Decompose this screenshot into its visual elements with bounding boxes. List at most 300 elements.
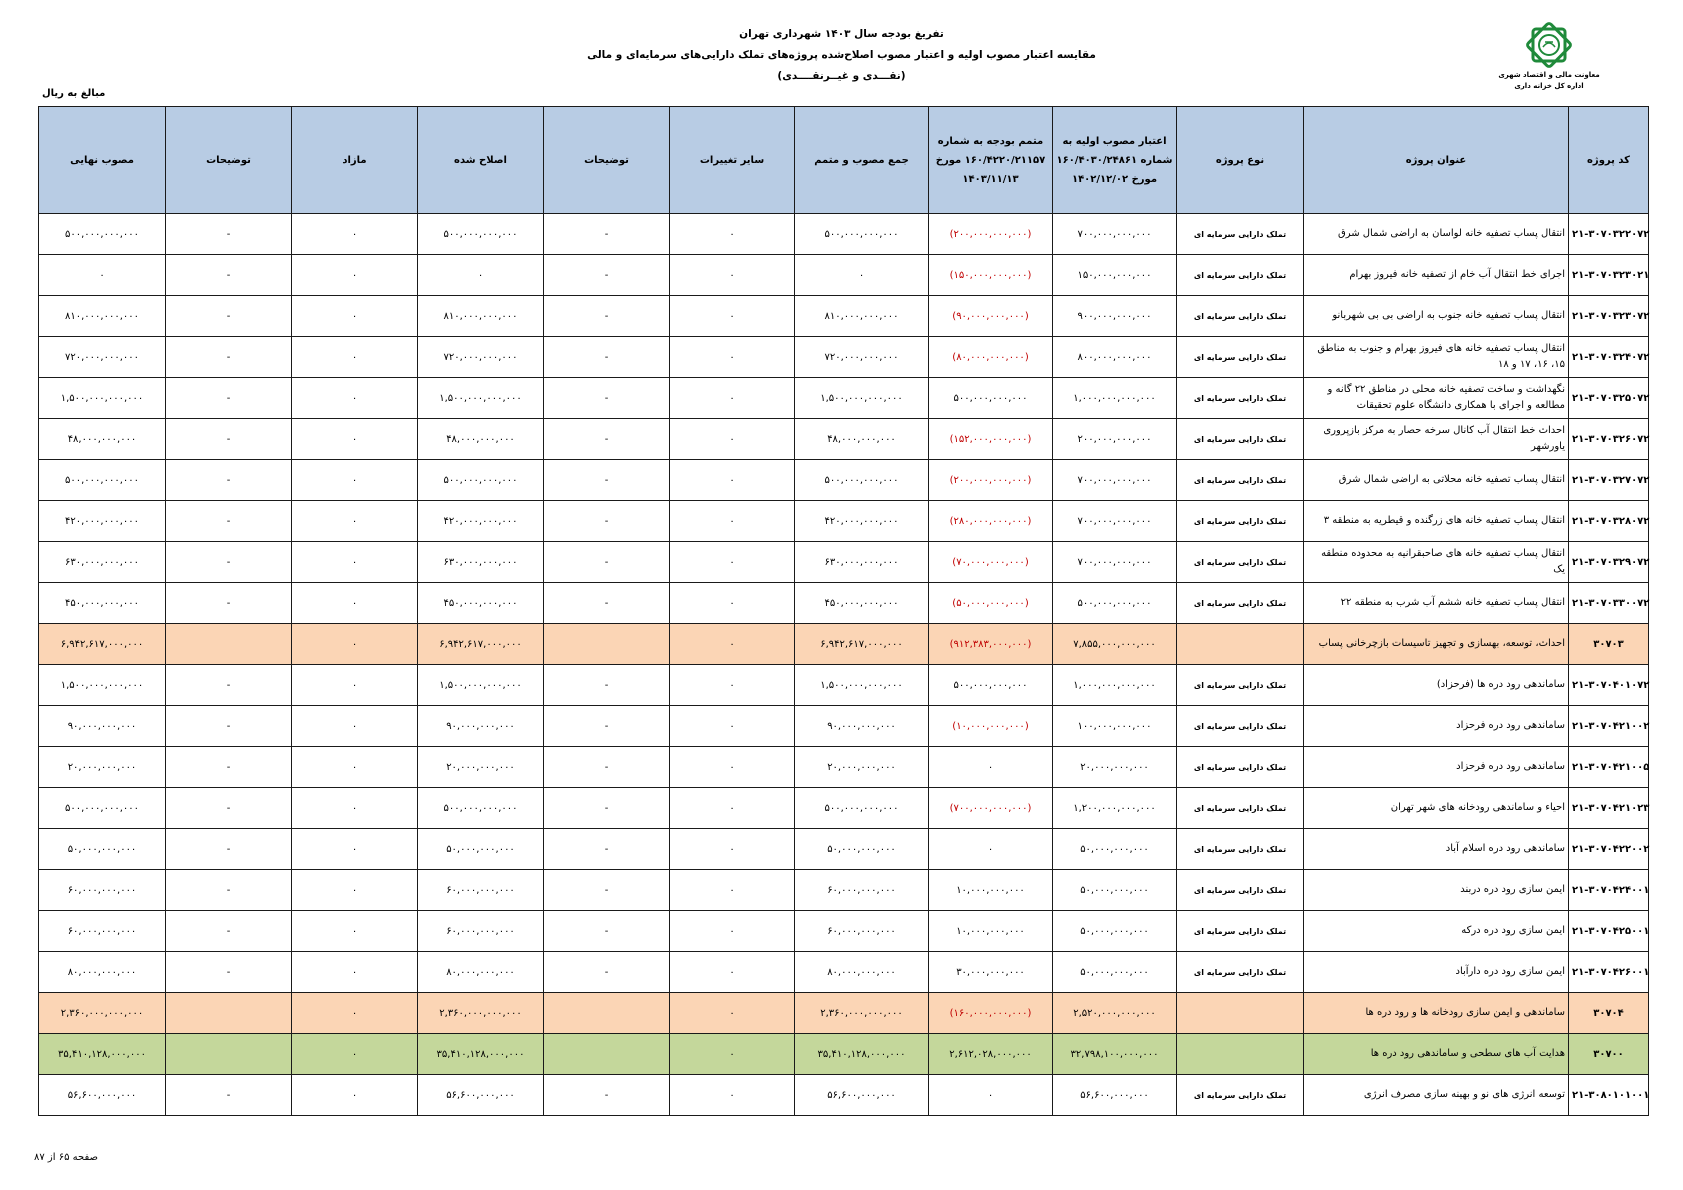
project-type-cell: تملک دارایی سرمایه ای	[1177, 706, 1304, 747]
report-subtitle: مقایسه اعتبار مصوب اولیه و اعتبار مصوب اصلاح‌شده پروژه‌های تملک دارایی‌های سرمایه‌ای و مالی	[587, 49, 1096, 61]
description-1-cell: -	[544, 460, 670, 501]
col-header-project-code: کد پروژه	[1569, 107, 1649, 214]
project-type-cell: تملک دارایی سرمایه ای	[1177, 747, 1304, 788]
initial-approved-cell: ۷۰۰,۰۰۰,۰۰۰,۰۰۰	[1053, 214, 1177, 255]
initial-approved-cell: ۱۵۰,۰۰۰,۰۰۰,۰۰۰	[1053, 255, 1177, 296]
final-approved-cell: ۲۰,۰۰۰,۰۰۰,۰۰۰	[39, 747, 166, 788]
supplement-cell: (۱۵۲,۰۰۰,۰۰۰,۰۰۰)	[929, 419, 1053, 460]
final-approved-cell: ۵۰۰,۰۰۰,۰۰۰,۰۰۰	[39, 214, 166, 255]
project-type-cell: تملک دارایی سرمایه ای	[1177, 542, 1304, 583]
table-row	[39, 255, 1649, 296]
project-type-cell: تملک دارایی سرمایه ای	[1177, 583, 1304, 624]
other-changes-cell: ۰	[670, 296, 795, 337]
project-code-cell: ۲۱-۳۰۷۰۴۰۱۰۷۲	[1569, 665, 1649, 706]
approved-plus-supplement-cell: ۴۸,۰۰۰,۰۰۰,۰۰۰	[795, 419, 929, 460]
description-1-cell: -	[544, 501, 670, 542]
final-approved-cell: ۶,۹۴۲,۶۱۷,۰۰۰,۰۰۰	[39, 624, 166, 665]
revised-cell: ۲۰,۰۰۰,۰۰۰,۰۰۰	[418, 747, 544, 788]
initial-approved-cell: ۵۰,۰۰۰,۰۰۰,۰۰۰	[1053, 952, 1177, 993]
revised-cell: ۹۰,۰۰۰,۰۰۰,۰۰۰	[418, 706, 544, 747]
initial-approved-cell: ۱,۰۰۰,۰۰۰,۰۰۰,۰۰۰	[1053, 378, 1177, 419]
description-2-cell: -	[166, 665, 292, 706]
project-type-cell: تملک دارایی سرمایه ای	[1177, 419, 1304, 460]
project-code-cell: ۳۰۷۰۳	[1569, 624, 1649, 665]
report-title: تفریغ بودجه سال ۱۴۰۳ شهرداری تهران	[739, 28, 944, 40]
other-changes-cell: ۰	[670, 460, 795, 501]
project-type-cell: تملک دارایی سرمایه ای	[1177, 665, 1304, 706]
revised-cell: ۳۵,۴۱۰,۱۲۸,۰۰۰,۰۰۰	[418, 1034, 544, 1075]
revised-cell: ۱,۵۰۰,۰۰۰,۰۰۰,۰۰۰	[418, 378, 544, 419]
col-header-approved-plus-supplement: جمع مصوب و متمم	[795, 107, 929, 214]
initial-approved-cell: ۵۰,۰۰۰,۰۰۰,۰۰۰	[1053, 870, 1177, 911]
project-type-cell: تملک دارایی سرمایه ای	[1177, 460, 1304, 501]
revised-cell: ۵۰,۰۰۰,۰۰۰,۰۰۰	[418, 829, 544, 870]
supplement-cell: ۱۰,۰۰۰,۰۰۰,۰۰۰	[929, 911, 1053, 952]
project-code-cell: ۲۱-۳۰۷۰۳۲۵۰۷۲	[1569, 378, 1649, 419]
description-2-cell	[166, 1034, 292, 1075]
surplus-cell: ۰	[292, 255, 418, 296]
supplement-cell: (۹۱۲,۳۸۳,۰۰۰,۰۰۰)	[929, 624, 1053, 665]
description-2-cell: -	[166, 911, 292, 952]
col-header-supplement: متمم بودجه به شماره ۱۶۰/۴۲۲۰/۲۱۱۵۷ مورخ ۱۴۰۳/۱۱/۱۳	[929, 107, 1053, 214]
surplus-cell: ۰	[292, 1075, 418, 1116]
project-code-cell: ۲۱-۳۰۷۰۳۲۴۰۷۲	[1569, 337, 1649, 378]
project-title-cell: انتقال پساب تصفیه خانه های فیروز بهرام و جنوب به مناطق ۱۵، ۱۶، ۱۷ و ۱۸	[1304, 337, 1569, 378]
approved-plus-supplement-cell: ۶,۹۴۲,۶۱۷,۰۰۰,۰۰۰	[795, 624, 929, 665]
surplus-cell: ۰	[292, 378, 418, 419]
table-row	[39, 788, 1649, 829]
approved-plus-supplement-cell: ۸۰,۰۰۰,۰۰۰,۰۰۰	[795, 952, 929, 993]
project-title-cell: احداث خط انتقال آب کانال سرخه حصار به مرکز بازپروری یاورشهر	[1304, 419, 1569, 460]
supplement-cell: (۲۰۰,۰۰۰,۰۰۰,۰۰۰)	[929, 460, 1053, 501]
other-changes-cell: ۰	[670, 747, 795, 788]
initial-approved-cell: ۲,۵۲۰,۰۰۰,۰۰۰,۰۰۰	[1053, 993, 1177, 1034]
revised-cell: ۵۶,۶۰۰,۰۰۰,۰۰۰	[418, 1075, 544, 1116]
final-approved-cell: ۷۲۰,۰۰۰,۰۰۰,۰۰۰	[39, 337, 166, 378]
description-2-cell	[166, 993, 292, 1034]
approved-plus-supplement-cell: ۹۰,۰۰۰,۰۰۰,۰۰۰	[795, 706, 929, 747]
supplement-cell: (۲۰۰,۰۰۰,۰۰۰,۰۰۰)	[929, 214, 1053, 255]
surplus-cell: ۰	[292, 1034, 418, 1075]
project-code-cell: ۲۱-۳۰۷۰۳۲۳۰۷۲	[1569, 296, 1649, 337]
initial-approved-cell: ۱,۲۰۰,۰۰۰,۰۰۰,۰۰۰	[1053, 788, 1177, 829]
final-approved-cell: ۴۲۰,۰۰۰,۰۰۰,۰۰۰	[39, 501, 166, 542]
final-approved-cell: ۶۰,۰۰۰,۰۰۰,۰۰۰	[39, 870, 166, 911]
description-1-cell: -	[544, 255, 670, 296]
surplus-cell: ۰	[292, 706, 418, 747]
project-code-cell: ۲۱-۳۰۷۰۴۲۲۰۰۲	[1569, 829, 1649, 870]
revised-cell: ۶۰,۰۰۰,۰۰۰,۰۰۰	[418, 870, 544, 911]
project-title-cell: احیاء و ساماندهی رودخانه های شهر تهران	[1304, 788, 1569, 829]
supplement-cell: ۵۰۰,۰۰۰,۰۰۰,۰۰۰	[929, 378, 1053, 419]
table-row	[39, 419, 1649, 460]
approved-plus-supplement-cell: ۱,۵۰۰,۰۰۰,۰۰۰,۰۰۰	[795, 665, 929, 706]
approved-plus-supplement-cell: ۶۰,۰۰۰,۰۰۰,۰۰۰	[795, 870, 929, 911]
initial-approved-cell: ۵۰۰,۰۰۰,۰۰۰,۰۰۰	[1053, 583, 1177, 624]
final-approved-cell: ۵۰۰,۰۰۰,۰۰۰,۰۰۰	[39, 460, 166, 501]
surplus-cell: ۰	[292, 419, 418, 460]
project-type-cell: تملک دارایی سرمایه ای	[1177, 378, 1304, 419]
project-code-cell: ۲۱-۳۰۷۰۳۲۹۰۷۲	[1569, 542, 1649, 583]
project-code-cell: ۲۱-۳۰۷۰۳۲۸۰۷۲	[1569, 501, 1649, 542]
col-header-other-changes: سایر تغییرات	[670, 107, 795, 214]
other-changes-cell: ۰	[670, 214, 795, 255]
project-title-cell: انتقال پساب تصفیه خانه محلاتی به اراضی شمال شرق	[1304, 460, 1569, 501]
surplus-cell: ۰	[292, 993, 418, 1034]
logo-caption-department: معاونت مالی و اقتصاد شهری	[1498, 71, 1600, 79]
col-header-description-2: توضیحات	[166, 107, 292, 214]
surplus-cell: ۰	[292, 952, 418, 993]
project-type-cell	[1177, 624, 1304, 665]
supplement-cell: (۱۶۰,۰۰۰,۰۰۰,۰۰۰)	[929, 993, 1053, 1034]
other-changes-cell: ۰	[670, 624, 795, 665]
revised-cell: ۵۰۰,۰۰۰,۰۰۰,۰۰۰	[418, 460, 544, 501]
approved-plus-supplement-cell: ۶۰,۰۰۰,۰۰۰,۰۰۰	[795, 911, 929, 952]
approved-plus-supplement-cell: ۵۰۰,۰۰۰,۰۰۰,۰۰۰	[795, 460, 929, 501]
final-approved-cell: ۲,۳۶۰,۰۰۰,۰۰۰,۰۰۰	[39, 993, 166, 1034]
supplement-cell: ۳۰,۰۰۰,۰۰۰,۰۰۰	[929, 952, 1053, 993]
description-2-cell: -	[166, 747, 292, 788]
surplus-cell: ۰	[292, 214, 418, 255]
other-changes-cell: ۰	[670, 993, 795, 1034]
description-2-cell: -	[166, 706, 292, 747]
municipality-logo	[1489, 20, 1609, 92]
project-code-cell: ۲۱-۳۰۷۰۴۲۶۰۰۱	[1569, 952, 1649, 993]
supplement-cell: ۰	[929, 1075, 1053, 1116]
description-2-cell: -	[166, 378, 292, 419]
revised-cell: ۶۳۰,۰۰۰,۰۰۰,۰۰۰	[418, 542, 544, 583]
revised-cell: ۱,۵۰۰,۰۰۰,۰۰۰,۰۰۰	[418, 665, 544, 706]
description-1-cell: -	[544, 829, 670, 870]
other-changes-cell: ۰	[670, 665, 795, 706]
revised-cell: ۴۵۰,۰۰۰,۰۰۰,۰۰۰	[418, 583, 544, 624]
other-changes-cell: ۰	[670, 255, 795, 296]
final-approved-cell: ۶۰,۰۰۰,۰۰۰,۰۰۰	[39, 911, 166, 952]
description-1-cell: -	[544, 214, 670, 255]
col-header-final-approved: مصوب نهایی	[39, 107, 166, 214]
revised-cell: ۲,۳۶۰,۰۰۰,۰۰۰,۰۰۰	[418, 993, 544, 1034]
project-code-cell: ۲۱-۳۰۷۰۴۲۵۰۰۱	[1569, 911, 1649, 952]
table-body	[39, 214, 1649, 1116]
initial-approved-cell: ۷۰۰,۰۰۰,۰۰۰,۰۰۰	[1053, 501, 1177, 542]
other-changes-cell: ۰	[670, 829, 795, 870]
table-row	[39, 829, 1649, 870]
initial-approved-cell: ۱۰۰,۰۰۰,۰۰۰,۰۰۰	[1053, 706, 1177, 747]
final-approved-cell: ۸۱۰,۰۰۰,۰۰۰,۰۰۰	[39, 296, 166, 337]
project-title-cell: انتقال پساب تصفیه خانه لواسان به اراضی شمال شرق	[1304, 214, 1569, 255]
project-type-cell: تملک دارایی سرمایه ای	[1177, 911, 1304, 952]
table-row	[39, 337, 1649, 378]
supplement-cell: (۵۰,۰۰۰,۰۰۰,۰۰۰)	[929, 583, 1053, 624]
approved-plus-supplement-cell: ۳۵,۴۱۰,۱۲۸,۰۰۰,۰۰۰	[795, 1034, 929, 1075]
approved-plus-supplement-cell: ۸۱۰,۰۰۰,۰۰۰,۰۰۰	[795, 296, 929, 337]
description-2-cell: -	[166, 952, 292, 993]
table-row	[39, 665, 1649, 706]
project-title-cell: انتقال پساب تصفیه خانه های زرگنده و قیطریه به منطقه ۳	[1304, 501, 1569, 542]
initial-approved-cell: ۳۲,۷۹۸,۱۰۰,۰۰۰,۰۰۰	[1053, 1034, 1177, 1075]
other-changes-cell: ۰	[670, 706, 795, 747]
subtotal-row	[39, 993, 1649, 1034]
revised-cell: ۵۰۰,۰۰۰,۰۰۰,۰۰۰	[418, 788, 544, 829]
project-title-cell: ساماندهی رود دره ها (فرحزاد)	[1304, 665, 1569, 706]
project-title-cell: احداث، توسعه، بهسازی و تجهیز تاسیسات بازچرخانی پساب	[1304, 624, 1569, 665]
initial-approved-cell: ۵۰,۰۰۰,۰۰۰,۰۰۰	[1053, 911, 1177, 952]
surplus-cell: ۰	[292, 788, 418, 829]
supplement-cell: ۰	[929, 829, 1053, 870]
description-1-cell: -	[544, 706, 670, 747]
other-changes-cell: ۰	[670, 870, 795, 911]
description-2-cell: -	[166, 419, 292, 460]
project-title-cell: ساماندهی و ایمن سازی رودخانه ها و رود دره ها	[1304, 993, 1569, 1034]
description-2-cell: -	[166, 255, 292, 296]
project-type-cell	[1177, 993, 1304, 1034]
description-2-cell: -	[166, 296, 292, 337]
surplus-cell: ۰	[292, 911, 418, 952]
approved-plus-supplement-cell: ۵۶,۶۰۰,۰۰۰,۰۰۰	[795, 1075, 929, 1116]
description-2-cell: -	[166, 460, 292, 501]
logo-caption-office: اداره کل خزانه داری	[1514, 82, 1584, 90]
project-code-cell: ۳۰۷۰۴	[1569, 993, 1649, 1034]
surplus-cell: ۰	[292, 583, 418, 624]
approved-plus-supplement-cell: ۲,۳۶۰,۰۰۰,۰۰۰,۰۰۰	[795, 993, 929, 1034]
project-code-cell: ۲۱-۳۰۷۰۴۲۴۰۰۱	[1569, 870, 1649, 911]
table-row	[39, 706, 1649, 747]
supplement-cell: ۱۰,۰۰۰,۰۰۰,۰۰۰	[929, 870, 1053, 911]
approved-plus-supplement-cell: ۵۰,۰۰۰,۰۰۰,۰۰۰	[795, 829, 929, 870]
revised-cell: ۸۰,۰۰۰,۰۰۰,۰۰۰	[418, 952, 544, 993]
project-type-cell: تملک دارایی سرمایه ای	[1177, 952, 1304, 993]
final-approved-cell: ۵۰۰,۰۰۰,۰۰۰,۰۰۰	[39, 788, 166, 829]
approved-plus-supplement-cell: ۵۰۰,۰۰۰,۰۰۰,۰۰۰	[795, 788, 929, 829]
project-title-cell: ایمن سازی رود دره دارآباد	[1304, 952, 1569, 993]
project-code-cell: ۲۱-۳۰۷۰۳۳۰۰۷۲	[1569, 583, 1649, 624]
description-2-cell	[166, 624, 292, 665]
report-title-block	[0, 24, 1683, 87]
final-approved-cell: ۱,۵۰۰,۰۰۰,۰۰۰,۰۰۰	[39, 378, 166, 419]
table-row	[39, 870, 1649, 911]
description-1-cell: -	[544, 870, 670, 911]
surplus-cell: ۰	[292, 296, 418, 337]
description-1-cell: -	[544, 419, 670, 460]
table-row	[39, 747, 1649, 788]
project-title-cell: اجرای خط انتقال آب خام از تصفیه خانه فیروز بهرام	[1304, 255, 1569, 296]
revised-cell: ۸۱۰,۰۰۰,۰۰۰,۰۰۰	[418, 296, 544, 337]
supplement-cell: ۲,۶۱۲,۰۲۸,۰۰۰,۰۰۰	[929, 1034, 1053, 1075]
approved-plus-supplement-cell: ۰	[795, 255, 929, 296]
project-code-cell: ۲۱-۳۰۸۰۱۰۱۰۰۱	[1569, 1075, 1649, 1116]
other-changes-cell: ۰	[670, 419, 795, 460]
other-changes-cell: ۰	[670, 583, 795, 624]
description-1-cell: -	[544, 952, 670, 993]
project-title-cell: انتقال پساب تصفیه خانه جنوب به اراضی بی بی شهربانو	[1304, 296, 1569, 337]
initial-approved-cell: ۲۰,۰۰۰,۰۰۰,۰۰۰	[1053, 747, 1177, 788]
supplement-cell: (۱۰,۰۰۰,۰۰۰,۰۰۰)	[929, 706, 1053, 747]
surplus-cell: ۰	[292, 460, 418, 501]
approved-plus-supplement-cell: ۶۳۰,۰۰۰,۰۰۰,۰۰۰	[795, 542, 929, 583]
other-changes-cell: ۰	[670, 952, 795, 993]
project-type-cell	[1177, 1034, 1304, 1075]
description-2-cell: -	[166, 788, 292, 829]
other-changes-cell: ۰	[670, 1034, 795, 1075]
supplement-cell: (۲۸۰,۰۰۰,۰۰۰,۰۰۰)	[929, 501, 1053, 542]
supplement-cell: ۰	[929, 747, 1053, 788]
description-1-cell: -	[544, 665, 670, 706]
supplement-cell: (۸۰,۰۰۰,۰۰۰,۰۰۰)	[929, 337, 1053, 378]
project-type-cell: تملک دارایی سرمایه ای	[1177, 788, 1304, 829]
description-1-cell: -	[544, 583, 670, 624]
revised-cell: ۵۰۰,۰۰۰,۰۰۰,۰۰۰	[418, 214, 544, 255]
approved-plus-supplement-cell: ۴۲۰,۰۰۰,۰۰۰,۰۰۰	[795, 501, 929, 542]
project-code-cell: ۲۱-۳۰۷۰۴۲۱۰۲۳	[1569, 788, 1649, 829]
description-1-cell: -	[544, 911, 670, 952]
final-approved-cell: ۹۰,۰۰۰,۰۰۰,۰۰۰	[39, 706, 166, 747]
col-header-description-1: توضیحات	[544, 107, 670, 214]
initial-approved-cell: ۷۰۰,۰۰۰,۰۰۰,۰۰۰	[1053, 542, 1177, 583]
initial-approved-cell: ۷,۸۵۵,۰۰۰,۰۰۰,۰۰۰	[1053, 624, 1177, 665]
col-header-project-title: عنوان پروژه	[1304, 107, 1569, 214]
project-code-cell: ۲۱-۳۰۷۰۳۲۶۰۷۲	[1569, 419, 1649, 460]
revised-cell: ۶۰,۰۰۰,۰۰۰,۰۰۰	[418, 911, 544, 952]
project-type-cell: تملک دارایی سرمایه ای	[1177, 296, 1304, 337]
project-title-cell: انتقال پساب تصفیه خانه ششم آب شرب به منطقه ۲۲	[1304, 583, 1569, 624]
project-code-cell: ۲۱-۳۰۷۰۳۲۷۰۷۲	[1569, 460, 1649, 501]
final-approved-cell: ۱,۵۰۰,۰۰۰,۰۰۰,۰۰۰	[39, 665, 166, 706]
surplus-cell: ۰	[292, 829, 418, 870]
description-2-cell: -	[166, 501, 292, 542]
approved-plus-supplement-cell: ۲۰,۰۰۰,۰۰۰,۰۰۰	[795, 747, 929, 788]
project-title-cell: ایمن سازی رود دره درکه	[1304, 911, 1569, 952]
project-type-cell: تملک دارایی سرمایه ای	[1177, 501, 1304, 542]
project-title-cell: ساماندهی رود دره فرحزاد	[1304, 747, 1569, 788]
table-row	[39, 378, 1649, 419]
table-row	[39, 542, 1649, 583]
final-approved-cell: ۵۰,۰۰۰,۰۰۰,۰۰۰	[39, 829, 166, 870]
revised-cell: ۴۲۰,۰۰۰,۰۰۰,۰۰۰	[418, 501, 544, 542]
description-2-cell: -	[166, 214, 292, 255]
supplement-cell: (۷۰۰,۰۰۰,۰۰۰,۰۰۰)	[929, 788, 1053, 829]
other-changes-cell: ۰	[670, 378, 795, 419]
initial-approved-cell: ۵۶,۶۰۰,۰۰۰,۰۰۰	[1053, 1075, 1177, 1116]
final-approved-cell: ۴۵۰,۰۰۰,۰۰۰,۰۰۰	[39, 583, 166, 624]
approved-plus-supplement-cell: ۵۰۰,۰۰۰,۰۰۰,۰۰۰	[795, 214, 929, 255]
col-header-project-type: نوع پروژه	[1177, 107, 1304, 214]
project-type-cell: تملک دارایی سرمایه ای	[1177, 829, 1304, 870]
description-2-cell: -	[166, 337, 292, 378]
project-title-cell: هدایت آب های سطحی و ساماندهی رود دره ها	[1304, 1034, 1569, 1075]
project-type-cell: تملک دارایی سرمایه ای	[1177, 337, 1304, 378]
description-1-cell: -	[544, 1075, 670, 1116]
description-2-cell: -	[166, 1075, 292, 1116]
report-note: (نقـــدی و غیــرنقــــدی)	[777, 70, 906, 82]
surplus-cell: ۰	[292, 501, 418, 542]
surplus-cell: ۰	[292, 624, 418, 665]
approved-plus-supplement-cell: ۴۵۰,۰۰۰,۰۰۰,۰۰۰	[795, 583, 929, 624]
supplement-cell: (۷۰,۰۰۰,۰۰۰,۰۰۰)	[929, 542, 1053, 583]
supplement-cell: (۱۵۰,۰۰۰,۰۰۰,۰۰۰)	[929, 255, 1053, 296]
surplus-cell: ۰	[292, 870, 418, 911]
revised-cell: ۰	[418, 255, 544, 296]
project-type-cell: تملک دارایی سرمایه ای	[1177, 1075, 1304, 1116]
table-row	[39, 501, 1649, 542]
subtotal-row	[39, 624, 1649, 665]
currency-unit-label: مبالغ به ریال	[42, 88, 106, 99]
approved-plus-supplement-cell: ۷۲۰,۰۰۰,۰۰۰,۰۰۰	[795, 337, 929, 378]
other-changes-cell: ۰	[670, 337, 795, 378]
final-approved-cell: ۸۰,۰۰۰,۰۰۰,۰۰۰	[39, 952, 166, 993]
project-type-cell: تملک دارایی سرمایه ای	[1177, 870, 1304, 911]
surplus-cell: ۰	[292, 542, 418, 583]
project-title-cell: نگهداشت و ساخت تصفیه خانه محلی در مناطق ۲۲ گانه و مطالعه و اجرای با همکاری دانشگاه علوم تحقیقات	[1304, 378, 1569, 419]
table-row	[39, 952, 1649, 993]
project-code-cell: ۳۰۷۰۰	[1569, 1034, 1649, 1075]
supplement-cell: ۵۰۰,۰۰۰,۰۰۰,۰۰۰	[929, 665, 1053, 706]
table-row	[39, 214, 1649, 255]
col-header-initial-approved: اعتبار مصوب اولیه به شماره ۱۶۰/۴۰۳۰/۲۴۸۶۱ مورخ ۱۴۰۲/۱۲/۰۲	[1053, 107, 1177, 214]
table-row	[39, 296, 1649, 337]
project-code-cell: ۲۱-۳۰۷۰۳۲۳۰۲۱	[1569, 255, 1649, 296]
table-row	[39, 460, 1649, 501]
surplus-cell: ۰	[292, 337, 418, 378]
col-header-surplus: مازاد	[292, 107, 418, 214]
supplement-cell: (۹۰,۰۰۰,۰۰۰,۰۰۰)	[929, 296, 1053, 337]
description-1-cell: -	[544, 542, 670, 583]
description-2-cell: -	[166, 829, 292, 870]
description-1-cell: -	[544, 747, 670, 788]
table-row	[39, 1075, 1649, 1116]
table-header-row	[39, 107, 1649, 214]
table-row	[39, 583, 1649, 624]
project-title-cell: ساماندهی رود دره اسلام آباد	[1304, 829, 1569, 870]
project-title-cell: ایمن سازی رود دره دربند	[1304, 870, 1569, 911]
final-approved-cell: ۰	[39, 255, 166, 296]
other-changes-cell: ۰	[670, 911, 795, 952]
project-title-cell: ساماندهی رود دره فرحزاد	[1304, 706, 1569, 747]
final-approved-cell: ۴۸,۰۰۰,۰۰۰,۰۰۰	[39, 419, 166, 460]
surplus-cell: ۰	[292, 665, 418, 706]
initial-approved-cell: ۵۰,۰۰۰,۰۰۰,۰۰۰	[1053, 829, 1177, 870]
description-2-cell: -	[166, 583, 292, 624]
project-title-cell: توسعه انرژی های نو و بهینه سازی مصرف انرژی	[1304, 1075, 1569, 1116]
description-1-cell	[544, 624, 670, 665]
description-2-cell: -	[166, 870, 292, 911]
table-row	[39, 911, 1649, 952]
surplus-cell: ۰	[292, 747, 418, 788]
revised-cell: ۷۲۰,۰۰۰,۰۰۰,۰۰۰	[418, 337, 544, 378]
revised-cell: ۴۸,۰۰۰,۰۰۰,۰۰۰	[418, 419, 544, 460]
project-type-cell: تملک دارایی سرمایه ای	[1177, 255, 1304, 296]
project-type-cell: تملک دارایی سرمایه ای	[1177, 214, 1304, 255]
other-changes-cell: ۰	[670, 501, 795, 542]
project-code-cell: ۲۱-۳۰۷۰۳۲۲۰۷۲	[1569, 214, 1649, 255]
final-approved-cell: ۳۵,۴۱۰,۱۲۸,۰۰۰,۰۰۰	[39, 1034, 166, 1075]
revised-cell: ۶,۹۴۲,۶۱۷,۰۰۰,۰۰۰	[418, 624, 544, 665]
description-1-cell: -	[544, 337, 670, 378]
description-1-cell	[544, 1034, 670, 1075]
tehran-municipality-emblem-icon	[1521, 20, 1577, 70]
initial-approved-cell: ۸۰۰,۰۰۰,۰۰۰,۰۰۰	[1053, 337, 1177, 378]
page-number: صفحه ۶۵ از ۸۷	[34, 1152, 99, 1163]
col-header-revised: اصلاح شده	[418, 107, 544, 214]
initial-approved-cell: ۹۰۰,۰۰۰,۰۰۰,۰۰۰	[1053, 296, 1177, 337]
other-changes-cell: ۰	[670, 788, 795, 829]
other-changes-cell: ۰	[670, 542, 795, 583]
approved-plus-supplement-cell: ۱,۵۰۰,۰۰۰,۰۰۰,۰۰۰	[795, 378, 929, 419]
project-code-cell: ۲۱-۳۰۷۰۴۲۱۰۰۲	[1569, 706, 1649, 747]
final-approved-cell: ۶۳۰,۰۰۰,۰۰۰,۰۰۰	[39, 542, 166, 583]
initial-approved-cell: ۱,۰۰۰,۰۰۰,۰۰۰,۰۰۰	[1053, 665, 1177, 706]
initial-approved-cell: ۷۰۰,۰۰۰,۰۰۰,۰۰۰	[1053, 460, 1177, 501]
project-code-cell: ۲۱-۳۰۷۰۴۲۱۰۰۵	[1569, 747, 1649, 788]
